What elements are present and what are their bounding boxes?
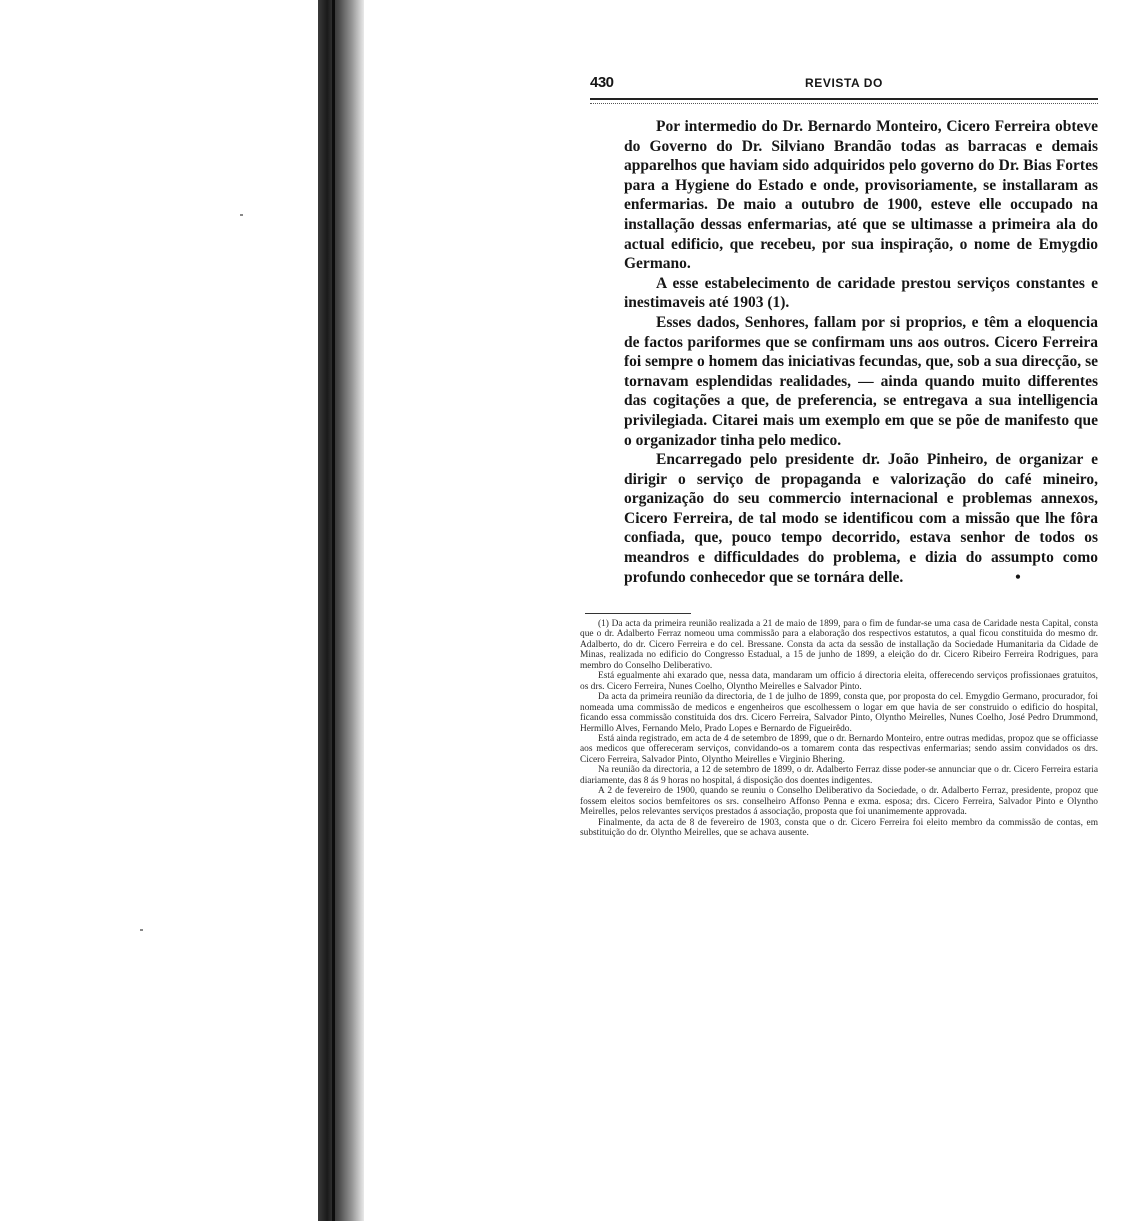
header-rule	[590, 98, 1098, 104]
paragraph	[624, 450, 1098, 587]
page-header	[590, 74, 1098, 98]
paragraph: Por intermedio do Dr. Bernardo Monteiro, Cicero Ferreira obteve do Governo do Dr. Silviano Brandão todas as barracas e demais apparelhos que haviam sido adquiridos pelo governo do Dr. Bias Fortes para a Hygiene do Estado e onde, provisoriamente, se installaram as enfermarias. De maio a outubro de 1900, esteve elle occupado na installação dessas enfermarias, até que se ultimasse a primeira ala do actual edificio, que recebeu, por sua inspiração, o nome de Emygdio Germano.	[624, 118, 1098, 273]
paragraph-text: Encarregado pelo presidente dr. João Pinheiro, de organizar e dirigir o serviço de propaganda e valorização do café mineiro, organização do seu commercio internacional e problemas annexos, Cicero Ferreira, de tal modo se identificou com a missão que lhe fôra confiada, que, pouco tempo decorrido, estava senhor de todos os meandros e difficuldades do problema, e dizia do assumpto como profundo conhecedor que se tornára delle.	[624, 451, 1098, 586]
footnote: Está ainda registrado, em acta de 4 de setembro de 1899, que o dr. Bernardo Monteiro, entre outras medidas, propoz que se officiasse aos medicos que offereceram serviços, convidando-os a tomarem conta das respectivas enfermarias; sendo assim convidados os drs. Cicero Ferreira, Salvador Pinto, Olyntho Meirelles e Virginio Bhering.	[580, 733, 1098, 765]
footnote: Finalmente, da acta de 8 de fevereiro de 1903, consta que o dr. Cicero Ferreira foi eleito membro da commissão de contas, em substituição do dr. Olyntho Meirelles, que se achava ausente.	[580, 817, 1098, 839]
book-gutter-shadow	[318, 0, 364, 1221]
gutter-edge-line	[332, 0, 335, 1221]
footnotes	[580, 619, 1098, 839]
scan-speck	[240, 214, 243, 216]
scan-speck	[140, 929, 143, 931]
footnote: Na reunião da directoria, a 12 de setembro de 1899, o dr. Adalberto Ferraz disse poder-se annunciar que o dr. Cicero Ferreira estaria diariamente, das 8 ás 9 horas no hospital, á disposição dos doentes indigentes.	[580, 765, 1098, 786]
body-text	[624, 117, 1098, 587]
paragraph: Esses dados, Senhores, fallam por si proprios, e têm a eloquencia de factos pariformes que se confirmam uns aos outros. Cicero Ferreira foi sempre o homem das iniciativas fecundas, que, sob a sua direcção, se tornavam esplendidas realidades, — ainda quando muito differentes das cogitações a que, de preferencia, se entregava a sua intelligencia privilegiada. Citarei mais um exemplo em que se põe de manifesto que o organizador tinha pelo medico.	[624, 313, 1098, 449]
footnote: A 2 de fevereiro de 1900, quando se reuniu o Conselho Deliberativo da Sociedade, o dr. Adalberto Ferraz, presidente, propoz que fossem eleitos socios bemfeitores os srs. conselheiro Affonso Penna e exma. esposa; drs. Cicero Ferreira, Salvador Pinto e Olyntho Meirelles, pelos relevantes serviços prestados á associação, proposta que foi unanimemente approvada.	[580, 786, 1098, 818]
footnote: Está egualmente ahi exarado que, nessa data, mandaram um officio á directoria eleita, offerecendo serviços profissionaes gratuitos, os drs. Cicero Ferreira, Nunes Coelho, Olyntho Meirelles e Salvador Pinto.	[580, 671, 1098, 692]
page-number: 430	[590, 74, 614, 91]
paragraph: A esse estabelecimento de caridade prestou serviços constantes e inestimaveis até 1903 (1).	[624, 274, 1098, 312]
end-mark: •	[1015, 568, 1021, 586]
footnote: (1) Da acta da primeira reunião realizada a 21 de maio de 1899, para o fim de fundar-se uma casa de Caridade nesta Capital, consta que o dr. Adalberto Ferraz nomeou uma commissão para a elaboração dos respectivos estatutos, a qual ficou constituida do mesmo dr. Adalberto, do dr. Cicero Ferreira e do cel. Bressane. Consta da acta da sessão de installação da Sociedade Humanitaria da Cidade de Minas, realizada no edificio do Congresso Estadual, a 15 de junho de 1899, a eleição do dr. Cicero Ribeiro Ferreira Rodrigues, para membro do Conselho Deliberativo.	[580, 619, 1098, 671]
footnote: Da acta da primeira reunião da directoria, de 1 de julho de 1899, consta que, por proposta do cel. Emygdio Germano, procurador, foi nomeada uma commissão de medicos e engenheiros que escolhessem o logar em que havia de ser construido o edificio do hospital, ficando essa commissão constituida dos drs. Cicero Ferreira, Salvador Pinto, Olyntho Meirelles, Nunes Coelho, José Pedro Drummond, Hermillo Alves, Fernando Melo, Prado Lopes e Bernardo de Figueirêdo.	[580, 692, 1098, 734]
running-head: REVISTA DO	[804, 76, 883, 90]
footnote-rule	[585, 613, 691, 614]
